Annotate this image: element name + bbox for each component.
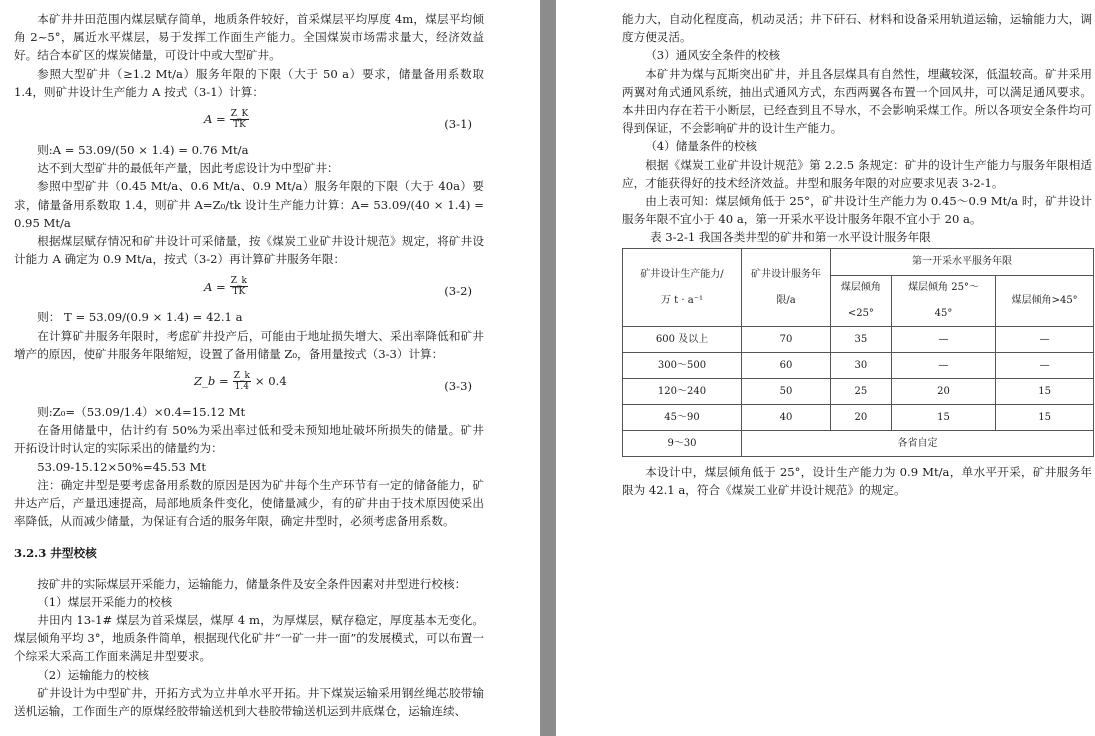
header-dip1-line2: <25° — [847, 308, 874, 320]
subheading: （2）运输能力的校核 — [37, 667, 149, 682]
cell-c: — — [996, 352, 1094, 378]
cell-cap: 45～90 — [623, 404, 742, 430]
paragraph: 则:Z₀=（53.09/1.4）×0.4=15.12 Mt — [37, 405, 246, 420]
table-caption: 表 3-2-1 我国各类井型的矿井和第一水平设计服务年限 — [650, 230, 931, 245]
paragraph: 参照中型矿井（0.45 Mt/a、0.6 Mt/a、0.9 Mt/a）服务年限的下限（大于 40a）要求，储量备用系数取 1.4，则矿井 A=Z₀/tk 设计生产能力计算：A= 53.09/(40 × 1.4) = 0.95 Mt/a — [14, 179, 484, 230]
subheading: （4）储量条件的校核 — [645, 139, 757, 154]
cell-c: — — [996, 326, 1094, 352]
equation-number: (3-1) — [444, 117, 472, 132]
equation-number: (3-2) — [444, 284, 472, 299]
table-header-row — [623, 248, 1094, 275]
cell-svc: 40 — [742, 404, 831, 430]
section-heading: 3.2.3 井型校核 — [14, 546, 97, 561]
denominator: TK — [233, 120, 246, 131]
paragraph: 按矿井的实际煤层开采能力，运输能力，储量条件及安全条件因素对井型进行校核： — [37, 576, 467, 591]
numerator: Z_k — [233, 371, 250, 382]
paragraph: 能力大，自动化程度高，机动灵活；井下矸石、材料和设备采用轨道运输，运输能力大，调度方便灵活。 — [622, 12, 1092, 45]
cell-svc: 50 — [742, 378, 831, 404]
paragraph: 由上表可知：煤层倾角低于 25°，矿井设计生产能力为 0.45～0.9 Mt/a 时，矿井设计服务年限不宜小于 40 a，第一开采水平设计服务年限不宜小于 20 a。 — [622, 194, 1092, 227]
right-page — [556, 0, 1095, 736]
header-first-level: 第一开采水平服务年限 — [831, 248, 1094, 275]
paragraph: 根据煤层赋存情况和矿井设计可采储量，按《煤炭工业矿井设计规范》规定，将矿井设计能力 A 确定为 0.9 Mt/a，按式（3-2）再计算矿井服务年限： — [14, 234, 484, 267]
paragraph: 本矿井为煤与瓦斯突出矿井，并且各层煤具有自然性，埋藏较深，低温较高。矿井采用两翼对角式通风系统，抽出式通风方式，东西两翼各布置一个回风井，可以满足通风要求。本井田内存在若干小断层，已经查到且不导水，不会影响采煤工作。所以各项安全条件均可得到保证，不会影响矿井的设计生产能力。 — [622, 66, 1092, 136]
paragraph: 本设计中，煤层倾角低于 25°，设计生产能力为 0.9 Mt/a，单水平开采，矿井服务年限为 42.1 a，符合《煤炭工业矿井设计规范》的规定。 — [622, 464, 1092, 497]
header-dip-gt45: 煤层倾角>45° — [996, 275, 1094, 326]
cell-b: — — [891, 326, 995, 352]
table-row — [623, 404, 1094, 430]
cell-note: 各省自定 — [742, 430, 1094, 456]
paragraph: 根据《煤炭工业矿井设计规范》第 2.2.5 条规定：矿井的设计生产能力与服务年限相适应，才能获得好的技术经济效益。井型和服务年限的对应要求见表 3-2-1。 — [622, 157, 1092, 190]
equation-lhs: A = — [204, 112, 226, 127]
header-dip2-line1: 煤层倾角 25°～ — [908, 282, 979, 294]
subheading: （1）煤层开采能力的校核 — [37, 594, 173, 609]
paragraph: 在计算矿井服务年限时，考虑矿井投产后，可能由于地址损失增大、采出率降低和矿井增产的原因，使矿井服务年限缩短，设置了备用储量 Z₀，备用量按式（3-3）计算： — [14, 328, 484, 361]
equation-rhs: × 0.4 — [254, 374, 287, 389]
cell-b: 15 — [891, 404, 995, 430]
cell-b: — — [891, 352, 995, 378]
equation-3-1 — [14, 101, 484, 141]
cell-svc: 60 — [742, 352, 831, 378]
header-capacity-line1: 矿井设计生产能力/ — [640, 268, 724, 280]
header-service-line2: 限/a — [776, 294, 796, 306]
cell-capacity: 9～30 — [623, 430, 742, 456]
denominator: 1.4 — [234, 382, 249, 393]
paragraph: 参照大型矿井（≥1.2 Mt/a）服务年限的下限（大于 50 a）要求，储量备用系数取 1.4，则矿井设计生产能力 A 按式（3-1）计算： — [14, 66, 484, 99]
equation-lhs: A = — [204, 279, 226, 294]
service-life-table — [622, 248, 1094, 457]
cell-a: 35 — [831, 326, 892, 352]
table-row — [623, 326, 1094, 352]
paragraph: 注：确定井型是要考虑备用系数的原因是因为矿井每个生产环节有一定的储备能力，矿井达产后，产量迅速提高，局部地质条件变化，使储量减少，有的矿井由于技术原因使采出率降低，从而减少储量，为保证有合适的服务年限，确定井型时，必须考虑备用系数。 — [14, 477, 484, 529]
cell-c: 15 — [996, 404, 1094, 430]
numerator: Z_K — [230, 109, 249, 120]
header-service-life — [742, 248, 831, 326]
paragraph: 53.09-15.12×50%=45.53 Mt — [37, 459, 207, 474]
cell-cap: 300～500 — [623, 352, 742, 378]
cell-cap: 600 及以上 — [623, 326, 742, 352]
equation-3-3 — [14, 363, 484, 403]
header-dip1-line1: 煤层倾角 — [840, 282, 881, 294]
header-capacity — [623, 248, 742, 326]
left-page — [0, 0, 540, 736]
cell-c: 15 — [996, 378, 1094, 404]
fraction — [230, 109, 249, 130]
right-page-content — [622, 10, 1092, 499]
table-body — [623, 326, 1094, 430]
header-dip-lt25 — [831, 275, 892, 326]
equation-lhs: Z_b = — [194, 374, 229, 389]
cell-a: 25 — [831, 378, 892, 404]
paragraph: 井田内 13-1# 煤层为首采煤层，煤厚 4 m，为厚煤层，赋存稳定，厚度基本无变化。煤层倾角平均 3°，地质条件简单，根据现代化矿井“一矿一井一面”的发展模式，可以布置一个综采大采高工作面来满足井型要求。 — [14, 613, 484, 664]
cell-b: 20 — [891, 378, 995, 404]
table-row — [623, 378, 1094, 404]
paragraph: 本矿井井田范围内煤层赋存简单，地质条件较好，首采煤层平均厚度 4m，煤层平均倾角 2~5°，属近水平煤层，易于发挥工作面生产能力。全国煤炭市场需求量大，经济效益好。结合本矿区的煤炭储量，可设计中或大型矿井。 — [14, 12, 484, 63]
header-service-line1: 矿井设计服务年 — [751, 268, 821, 280]
table-row — [623, 430, 1094, 456]
paragraph: 则:A = 53.09/(50 × 1.4) = 0.76 Mt/a — [37, 143, 249, 158]
numerator: Z_k — [230, 276, 247, 287]
subheading: （3）通风安全条件的校核 — [645, 48, 781, 63]
fraction — [233, 371, 251, 392]
paragraph: 达不到大型矿井的最低年产量，因此考虑设计为中型矿井： — [37, 161, 339, 176]
equation-number: (3-3) — [444, 379, 472, 394]
header-dip2-line2: 45° — [934, 308, 953, 320]
cell-svc: 70 — [742, 326, 831, 352]
table-row — [623, 352, 1094, 378]
left-page-content — [14, 10, 484, 720]
fraction — [230, 276, 248, 297]
cell-a: 30 — [831, 352, 892, 378]
paragraph: 在备用储量中，估计约有 50%为采出率过低和受未预知地址破坏所损失的储量。矿井开拓设计时认定的实际采出的储量约为： — [14, 423, 484, 456]
cell-a: 20 — [831, 404, 892, 430]
header-capacity-line2: 万 t · a⁻¹ — [661, 294, 703, 306]
header-dip-25-45 — [891, 275, 995, 326]
paragraph: 则： T = 53.09/(0.9 × 1.4) = 42.1 a — [37, 310, 243, 325]
cell-cap: 120～240 — [623, 378, 742, 404]
denominator: TK — [232, 287, 246, 298]
paragraph: 矿井设计为中型矿井，开拓方式为立井单水平开拓。井下煤炭运输采用钢丝绳芯胶带输送机运输，工作面生产的原煤经胶带输送机到大巷胶带输送机运到井底煤仓，运输连续、 — [14, 685, 484, 719]
equation-3-2 — [14, 268, 484, 308]
page-gutter — [540, 0, 556, 736]
